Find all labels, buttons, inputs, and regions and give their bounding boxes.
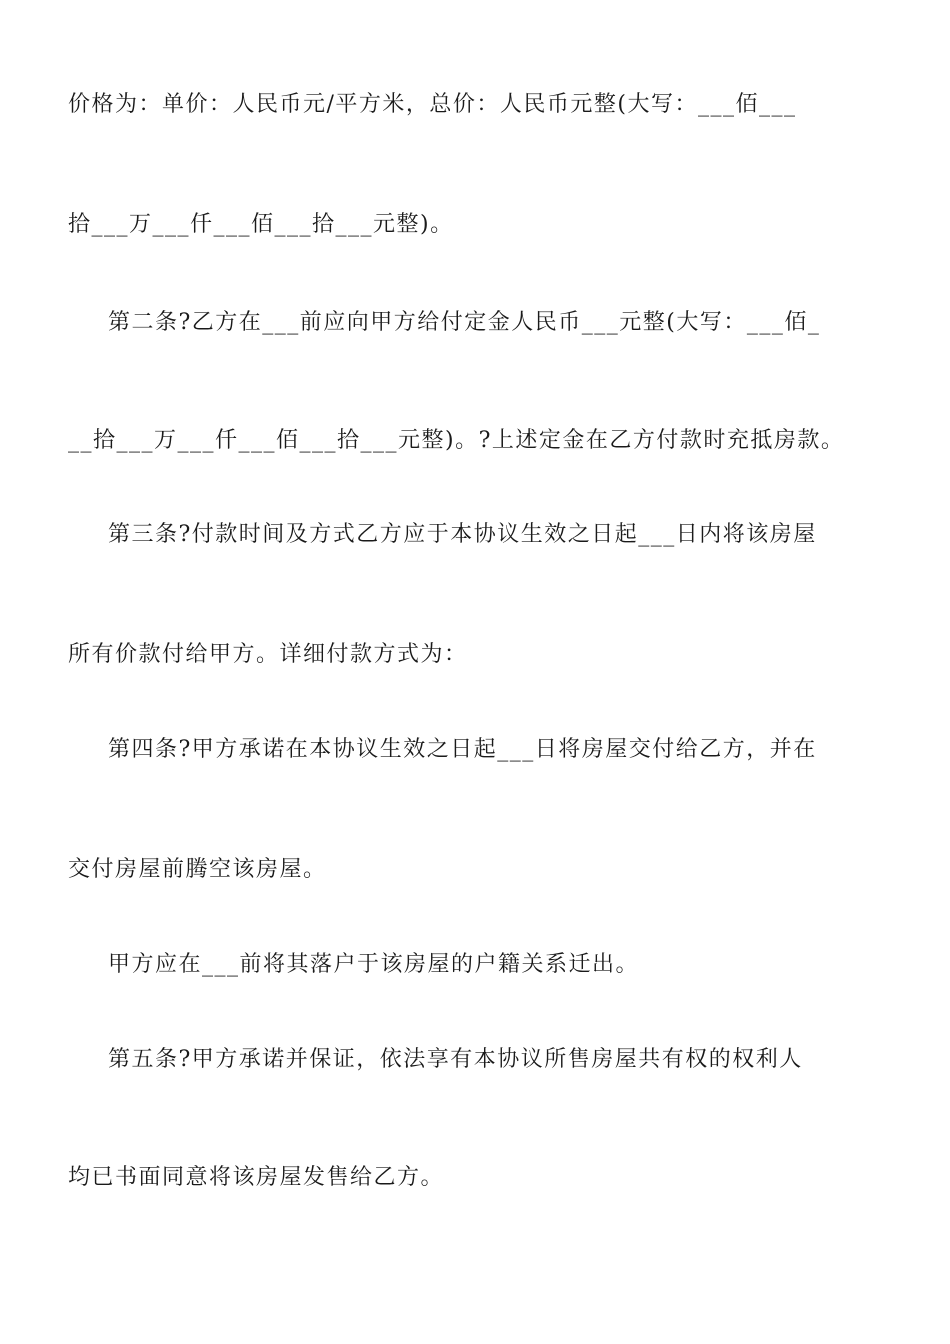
article-3-line-1: 第三条?付款时间及方式乙方应于本协议生效之日起___日内将该房屋 [108,522,817,547]
article-2-line-2: __拾___万___仟___佰___拾___元整)。?上述定金在乙方付款时充抵房款。 [68,428,845,453]
text-line-1: 价格为：单价：人民币元/平方米，总价：人民币元整(大写：___佰___ [68,92,797,117]
article-4-line-1: 第四条?甲方承诺在本协议生效之日起___日将房屋交付给乙方，并在 [108,737,817,762]
article-2-line-1: 第二条?乙方在___前应向甲方给付定金人民币___元整(大写：___佰_ [108,310,821,335]
article-3-line-2: 所有价款付给甲方。详细付款方式为： [68,642,468,667]
text-line-2: 拾___万___仟___佰___拾___元整)。 [68,212,454,237]
article-5-line-1: 第五条?甲方承诺并保证，依法享有本协议所售房屋共有权的权利人 [108,1047,803,1072]
household-registration-clause: 甲方应在___前将其落户于该房屋的户籍关系迁出。 [108,952,640,977]
article-5-line-2: 均已书面同意将该房屋发售给乙方。 [68,1165,445,1190]
article-4-line-2: 交付房屋前腾空该房屋。 [68,857,327,882]
